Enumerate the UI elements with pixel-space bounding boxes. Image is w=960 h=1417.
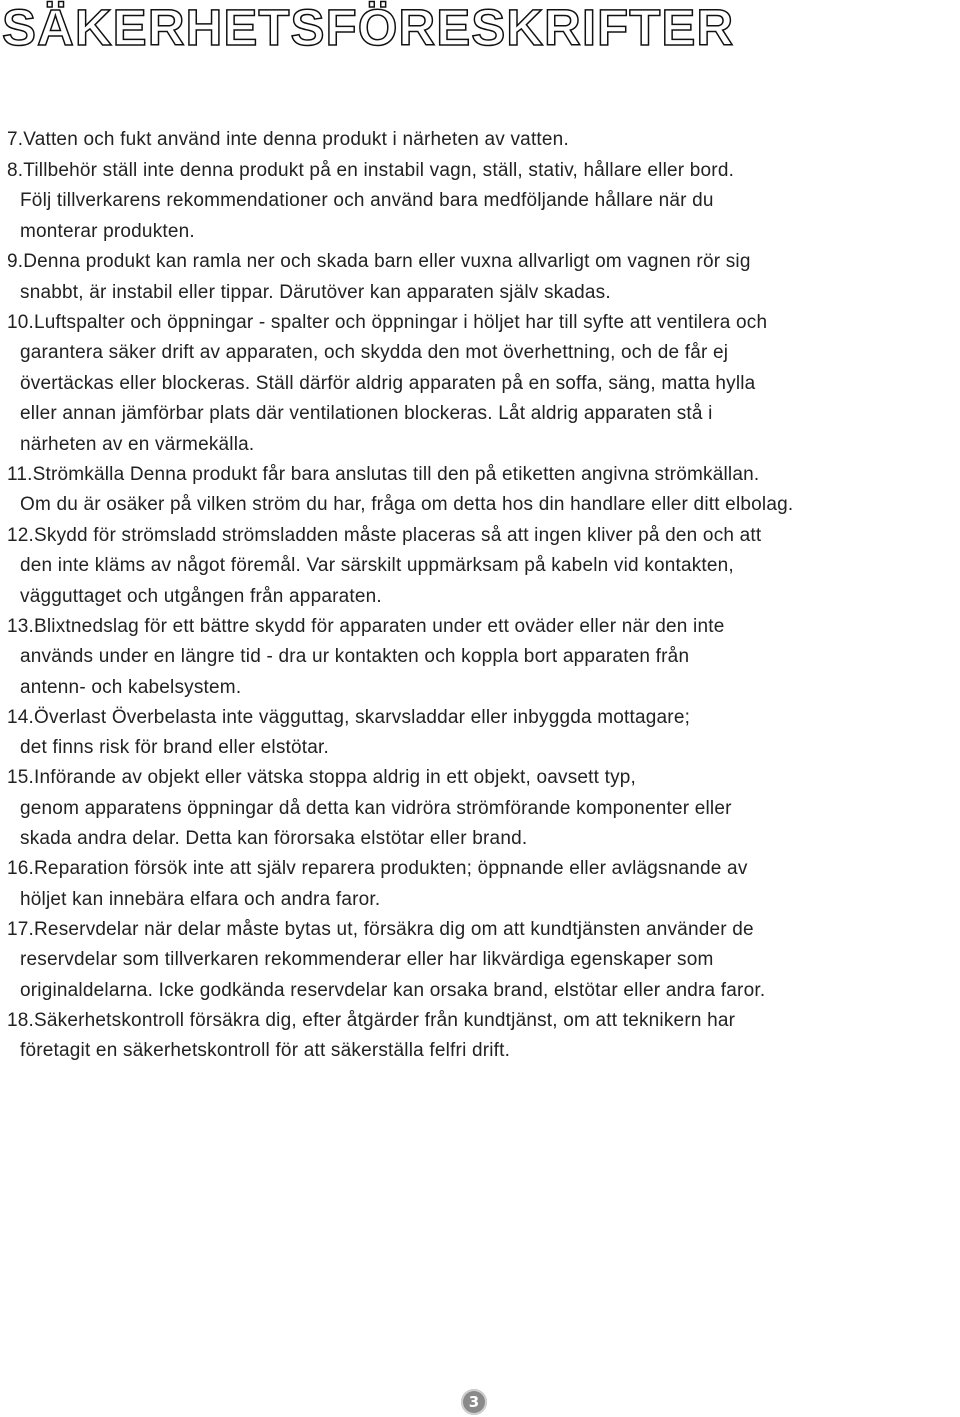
text-line: snabbt, är instabil eller tippar. Därutöver kan apparaten själv skadas. xyxy=(20,282,611,303)
text-line: 15.Införande av objekt eller vätska stoppa aldrig in ett objekt, oavsett typ, xyxy=(7,767,637,788)
text-line: antenn- och kabelsystem. xyxy=(20,677,242,698)
text-line: garantera säker drift av apparaten, och skydda den mot överhettning, och de får ej xyxy=(20,342,729,363)
text-line: den inte kläms av något föremål. Var särskilt uppmärksam på kabeln vid kontakten, xyxy=(20,555,734,576)
text-line: 11.Strömkälla Denna produkt får bara anslutas till den på etiketten angivna strömkällan. xyxy=(7,464,760,485)
text-line: 13.Blixtnedslag för ett bättre skydd för apparaten under ett oväder eller när den inte xyxy=(7,616,725,637)
text-line: Om du är osäker på vilken ström du har, fråga om detta hos din handlare eller ditt elbolag. xyxy=(20,494,794,515)
text-line: 17.Reservdelar när delar måste bytas ut, försäkra dig om att kundtjänsten använder de xyxy=(7,919,754,940)
text-line: 8.Tillbehör ställ inte denna produkt på en instabil vagn, ställ, stativ, hållare eller bord. xyxy=(7,160,735,181)
text-line: 10.Luftspalter och öppningar - spalter och öppningar i höljet har till syfte att ventilera och xyxy=(7,312,768,333)
text-line: monterar produkten. xyxy=(20,221,195,242)
text-line: det finns risk för brand eller elstötar. xyxy=(20,737,329,758)
text-line: reservdelar som tillverkaren rekommenderar eller har likvärdiga egenskaper som xyxy=(20,949,714,970)
text-line: övertäckas eller blockeras. Ställ därför aldrig apparaten på en soffa, säng, matta hylla xyxy=(20,373,756,394)
text-line: 16.Reparation försök inte att själv reparera produkten; öppnande eller avlägsnande av xyxy=(7,858,748,879)
text-line: 18.Säkerhetskontroll försäkra dig, efter åtgärder från kundtjänst, om att teknikern har xyxy=(7,1010,736,1031)
text-line: 12.Skydd för strömsladd strömsladden måste placeras så att ingen kliver på den och att xyxy=(7,525,762,546)
text-line: originaldelarna. Icke godkända reservdelar kan orsaka brand, elstötar eller andra faror. xyxy=(20,980,766,1001)
text-line: genom apparatens öppningar då detta kan vidröra strömförande komponenter eller xyxy=(20,798,732,819)
text-line: Följ tillverkarens rekommendationer och använd bara medföljande hållare när du xyxy=(20,190,714,211)
page-number-badge: 3 xyxy=(461,1389,487,1415)
text-line: används under en längre tid - dra ur kontakten och koppla bort apparaten från xyxy=(20,646,690,667)
text-line: företagit en säkerhetskontroll för att säkerställa felfri drift. xyxy=(20,1040,511,1061)
text-line: eller annan jämförbar plats där ventilationen blockeras. Låt aldrig apparaten stå i xyxy=(20,403,713,424)
text-line: 9.Denna produkt kan ramla ner och skada barn eller vuxna allvarligt om vagnen rör sig xyxy=(7,251,751,272)
page-title: SÄKERHETSFÖRESKRIFTER xyxy=(2,0,735,56)
text-line: 7.Vatten och fukt använd inte denna produkt i närheten av vatten. xyxy=(7,129,569,150)
text-line: skada andra delar. Detta kan förorsaka elstötar eller brand. xyxy=(20,828,528,849)
text-line: 14.Överlast Överbelasta inte vägguttag, skarvsladdar eller inbyggda mottagare; xyxy=(7,707,691,728)
text-line: höljet kan innebära elfara och andra faror. xyxy=(20,889,381,910)
text-line: vägguttaget och utgången från apparaten. xyxy=(20,586,382,607)
text-line: närheten av en värmekälla. xyxy=(20,434,255,455)
